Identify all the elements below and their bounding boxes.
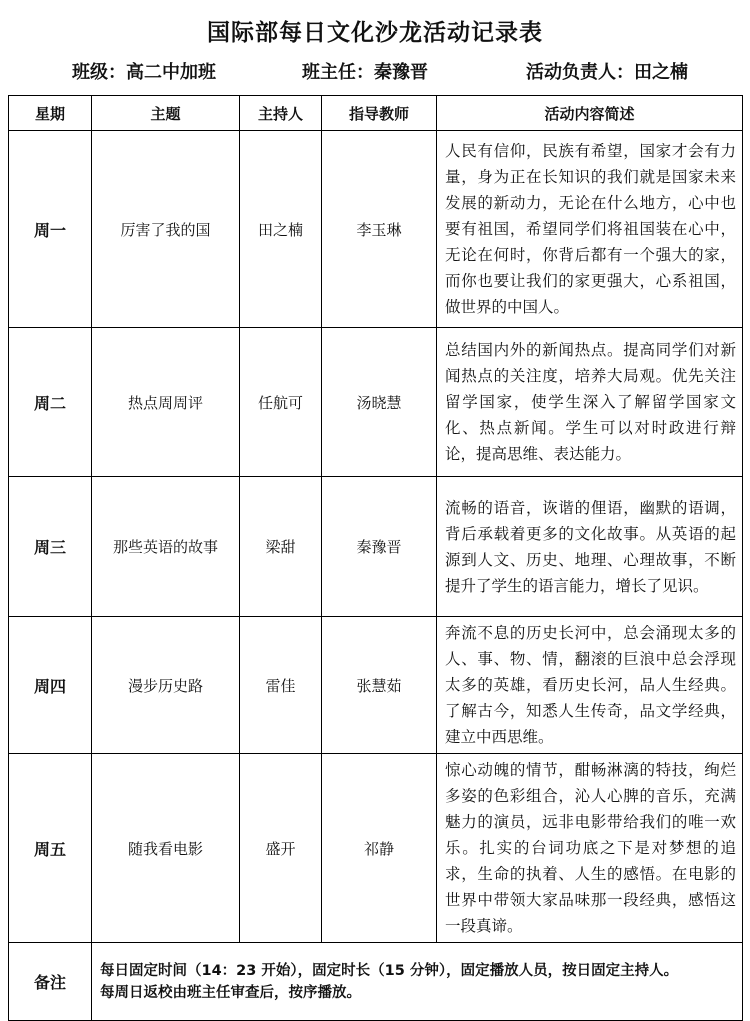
- header-day: 星期: [9, 96, 92, 131]
- row-day: 周一: [9, 131, 92, 328]
- row-advisor: 李玉琳: [322, 131, 437, 328]
- table-row: [9, 617, 743, 754]
- table-row: [9, 754, 743, 943]
- activity-table: [8, 95, 743, 1021]
- row-topic: 那些英语的故事: [92, 477, 240, 617]
- notes-label: 备注: [9, 943, 92, 1021]
- row-day: 周二: [9, 328, 92, 477]
- row-host: 任航可: [240, 328, 322, 477]
- row-day: 周三: [9, 477, 92, 617]
- notes-line-1: 每日固定时间（14：23 开始），固定时长（15 分钟），固定播放人员，按日固定主持人。: [100, 962, 679, 979]
- table-row: [9, 477, 743, 617]
- header-desc: 活动内容简述: [437, 96, 743, 131]
- row-topic: 漫步历史路: [92, 617, 240, 754]
- meta-info: [0, 58, 750, 88]
- row-day: 周四: [9, 617, 92, 754]
- table-row: [9, 131, 743, 328]
- header-topic: 主题: [92, 96, 240, 131]
- row-desc: 奔流不息的历史长河中，总会涌现太多的人、事、物、情，翻滚的巨浪中总会浮现太多的英雄，看历史长河，品人生经典。了解古今，知悉人生传奇，品文学经典，建立中西思维。: [437, 617, 743, 754]
- notes-line-2: 每周日返校由班主任审查后，按序播放。: [100, 984, 361, 1001]
- notes-content: [92, 943, 743, 1021]
- row-advisor: 祁静: [322, 754, 437, 943]
- row-day: 周五: [9, 754, 92, 943]
- header-host: 主持人: [240, 96, 322, 131]
- row-desc: 人民有信仰，民族有希望，国家才会有力量，身为正在长知识的我们就是国家未来发展的新动力，无论在什么地方，心中也要有祖国，希望同学们将祖国装在心中，无论在何时，你背后都有一个强大的家， 而你也要让我们的家更强大，心系祖国，做世界的中国人。: [437, 131, 743, 328]
- row-topic: 随我看电影: [92, 754, 240, 943]
- class-label: 班级：高二中加班: [72, 62, 216, 83]
- row-topic: 热点周周评: [92, 328, 240, 477]
- header-advisor: 指导教师: [322, 96, 437, 131]
- notes-row: [9, 943, 743, 1021]
- page-title: 国际部每日文化沙龙活动记录表: [207, 20, 543, 46]
- row-host: 盛开: [240, 754, 322, 943]
- row-desc: 总结国内外的新闻热点。提高同学们对新闻热点的关注度，培养大局观。优先关注留学国家，使学生深入了解留学国家文化、热点新闻。学生可以对时政进行辩论，提高思维、表达能力。: [437, 328, 743, 477]
- row-advisor: 汤晓慧: [322, 328, 437, 477]
- table-row: [9, 328, 743, 477]
- row-host: 雷佳: [240, 617, 322, 754]
- row-host: 梁甜: [240, 477, 322, 617]
- table-header-row: [9, 96, 743, 131]
- row-advisor: 张慧茹: [322, 617, 437, 754]
- row-host: 田之楠: [240, 131, 322, 328]
- head-teacher-label: 班主任：秦豫晋: [302, 62, 428, 83]
- organizer-label: 活动负责人：田之楠: [526, 62, 688, 83]
- row-topic: 厉害了我的国: [92, 131, 240, 328]
- row-desc: 惊心动魄的情节，酣畅淋漓的特技，绚烂多姿的色彩组合，沁人心脾的音乐，充满魅力的演员，远非电影带给我们的唯一欢乐。扎实的台词功底之下是对梦想的追求，生命的执着、人生的感悟。在电影的世界中带领大家品味那一段经典，感悟这一段真谛。: [437, 754, 743, 943]
- row-advisor: 秦豫晋: [322, 477, 437, 617]
- row-desc: 流畅的语音，诙谐的俚语，幽默的语调，背后承载着更多的文化故事。从英语的起源到人文、历史、地理、心理故事，不断提升了学生的语言能力，增长了见识。: [437, 477, 743, 617]
